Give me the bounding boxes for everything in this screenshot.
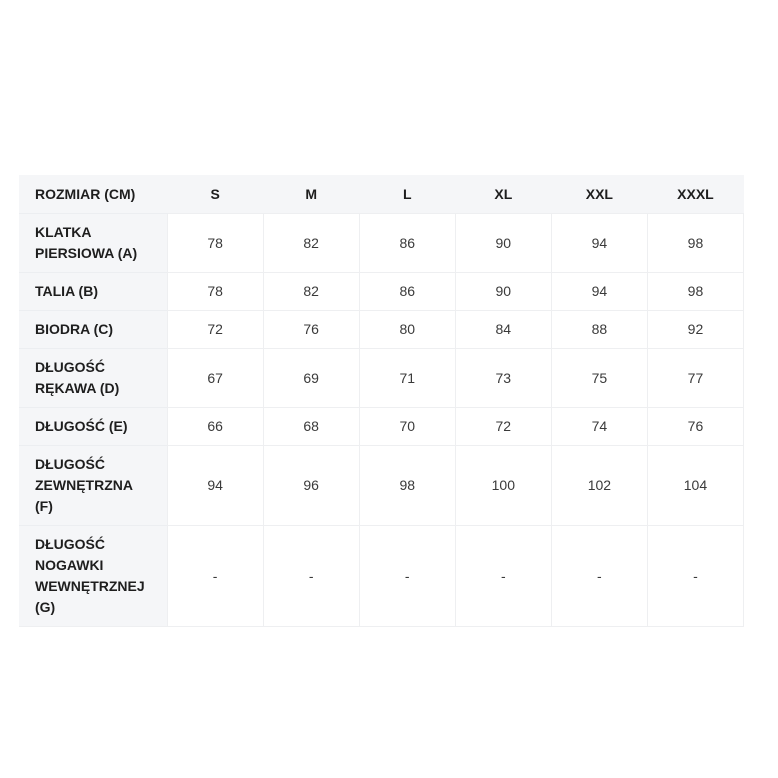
size-chart-table: [19, 175, 744, 627]
row-label-line: DŁUGOŚĆ: [35, 536, 105, 552]
header-row: [19, 175, 744, 214]
table-cell: 77: [647, 349, 743, 408]
table-row: [19, 446, 744, 526]
table-cell: 76: [647, 408, 743, 446]
row-label: [19, 214, 167, 273]
row-label-line: (G): [35, 599, 56, 615]
size-header: [19, 175, 744, 214]
row-label-line: DŁUGOŚĆ (E): [35, 418, 128, 434]
table-cell: -: [263, 526, 359, 627]
row-label: [19, 408, 167, 446]
row-label: [19, 446, 167, 526]
table-cell: 94: [551, 273, 647, 311]
row-label-line: PIERSIOWA (A): [35, 245, 138, 261]
table-cell: 84: [455, 311, 551, 349]
table-cell: 66: [167, 408, 263, 446]
table-cell: 88: [551, 311, 647, 349]
table-cell: 75: [551, 349, 647, 408]
table-cell: 104: [647, 446, 743, 526]
table-cell: 98: [647, 214, 743, 273]
header-size-m: M: [263, 175, 359, 214]
size-body: [19, 214, 744, 627]
table-cell: 69: [263, 349, 359, 408]
row-label-line: WEWNĘTRZNEJ: [35, 578, 145, 594]
table-cell: 92: [647, 311, 743, 349]
row-label: [19, 349, 167, 408]
row-label-line: DŁUGOŚĆ: [35, 359, 105, 375]
row-label: [19, 526, 167, 627]
table-cell: 70: [359, 408, 455, 446]
header-size-xxl: XXL: [551, 175, 647, 214]
header-size-l: L: [359, 175, 455, 214]
table-cell: 96: [263, 446, 359, 526]
table-cell: 86: [359, 273, 455, 311]
table-cell: 90: [455, 214, 551, 273]
table-cell: 76: [263, 311, 359, 349]
row-label-line: ZEWNĘTRZNA: [35, 477, 133, 493]
table-cell: 73: [455, 349, 551, 408]
header-corner-label: ROZMIAR (CM): [19, 175, 167, 214]
table-cell: 98: [359, 446, 455, 526]
table-cell: 82: [263, 214, 359, 273]
table-cell: 94: [551, 214, 647, 273]
table-cell: 90: [455, 273, 551, 311]
table-cell: -: [359, 526, 455, 627]
header-size-xxxl: XXXL: [647, 175, 743, 214]
table-cell: 74: [551, 408, 647, 446]
header-size-xl: XL: [455, 175, 551, 214]
table-cell: 68: [263, 408, 359, 446]
table-cell: 72: [455, 408, 551, 446]
row-label-line: RĘKAWA (D): [35, 380, 120, 396]
row-label: [19, 273, 167, 311]
table-row: [19, 526, 744, 627]
table-cell: 80: [359, 311, 455, 349]
table-cell: 98: [647, 273, 743, 311]
row-label-line: DŁUGOŚĆ: [35, 456, 105, 472]
table-row: [19, 311, 744, 349]
table-cell: 72: [167, 311, 263, 349]
table-row: [19, 273, 744, 311]
table-cell: -: [647, 526, 743, 627]
table-row: [19, 214, 744, 273]
table-cell: 100: [455, 446, 551, 526]
row-label-line: BIODRA (C): [35, 321, 114, 337]
table-row: [19, 349, 744, 408]
table-cell: -: [455, 526, 551, 627]
table-row: [19, 408, 744, 446]
table-cell: 82: [263, 273, 359, 311]
table-cell: 78: [167, 214, 263, 273]
table-cell: -: [551, 526, 647, 627]
table-cell: 94: [167, 446, 263, 526]
row-label-line: NOGAWKI: [35, 557, 104, 573]
table-cell: 67: [167, 349, 263, 408]
table-cell: 71: [359, 349, 455, 408]
table-cell: -: [167, 526, 263, 627]
row-label-line: TALIA (B): [35, 283, 98, 299]
row-label-line: (F): [35, 498, 53, 514]
row-label: [19, 311, 167, 349]
table-cell: 86: [359, 214, 455, 273]
table-cell: 78: [167, 273, 263, 311]
header-size-s: S: [167, 175, 263, 214]
table-cell: 102: [551, 446, 647, 526]
row-label-line: KLATKA: [35, 224, 92, 240]
